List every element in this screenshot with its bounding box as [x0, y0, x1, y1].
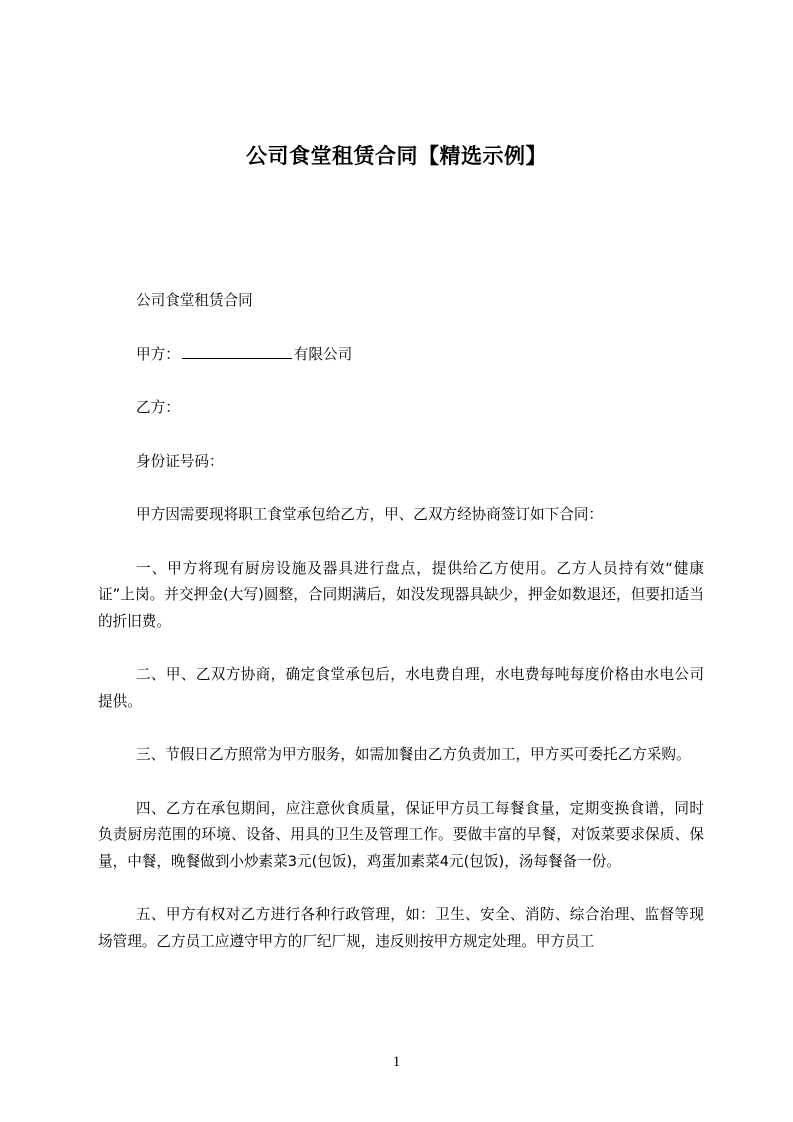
document-body — [98, 288, 704, 955]
party-b-line: 乙方： — [136, 399, 180, 416]
page-title: 公司食堂租赁合同【精选示例】 — [246, 144, 547, 168]
clause-2: 二、甲、乙双方协商，确定食堂承包后，水电费自理，水电费每吨每度价格由水电公司提供。 — [98, 666, 704, 710]
id-number-line: 身份证号码： — [136, 452, 224, 470]
party-a-suffix: 有限公司 — [293, 345, 353, 363]
party-a-line — [98, 342, 704, 369]
clause-3: 三、节假日乙方照常为甲方服务，如需加餐由乙方负责加工，甲方买可委托乙方采购。 — [136, 746, 691, 763]
clause-5: 五、甲方有权对乙方进行各种行政管理，如：卫生、安全、消防、综合治理、监督等现场管理。乙方员工应遵守甲方的厂纪厂规，违反则按甲方规定处理。甲方员工 — [98, 906, 704, 950]
clause-4: 四、乙方在承包期间，应注意伙食质量，保证甲方员工每餐食量，定期变换食谱，同时负责厨房范围的环境、设备、用具的卫生及管理工作。要做丰富的早餐，对饭菜要求保质、保量，中餐，晚餐做到小炒素菜3元(包饭)，鸡蛋加素菜4元(包饭)，汤每餐备一份。 — [98, 799, 704, 870]
intro-paragraph: 甲方因需要现将职工食堂承包给乙方，甲、乙双方经协商签订如下合同： — [136, 506, 604, 523]
party-a-blank — [182, 343, 292, 359]
party-a-label: 甲方： — [136, 345, 180, 363]
page-number: 1 — [392, 1054, 401, 1070]
contract-heading: 公司食堂租赁合同 — [136, 292, 253, 309]
clause-1: 一、甲方将现有厨房设施及器具进行盘点，提供给乙方使用。乙方人员持有效“健康证”上岗。并交押金(大写)圆整，合同期满后，如没发现器具缺少，押金如数退还，但要扣适当的折旧费。 — [98, 559, 704, 630]
